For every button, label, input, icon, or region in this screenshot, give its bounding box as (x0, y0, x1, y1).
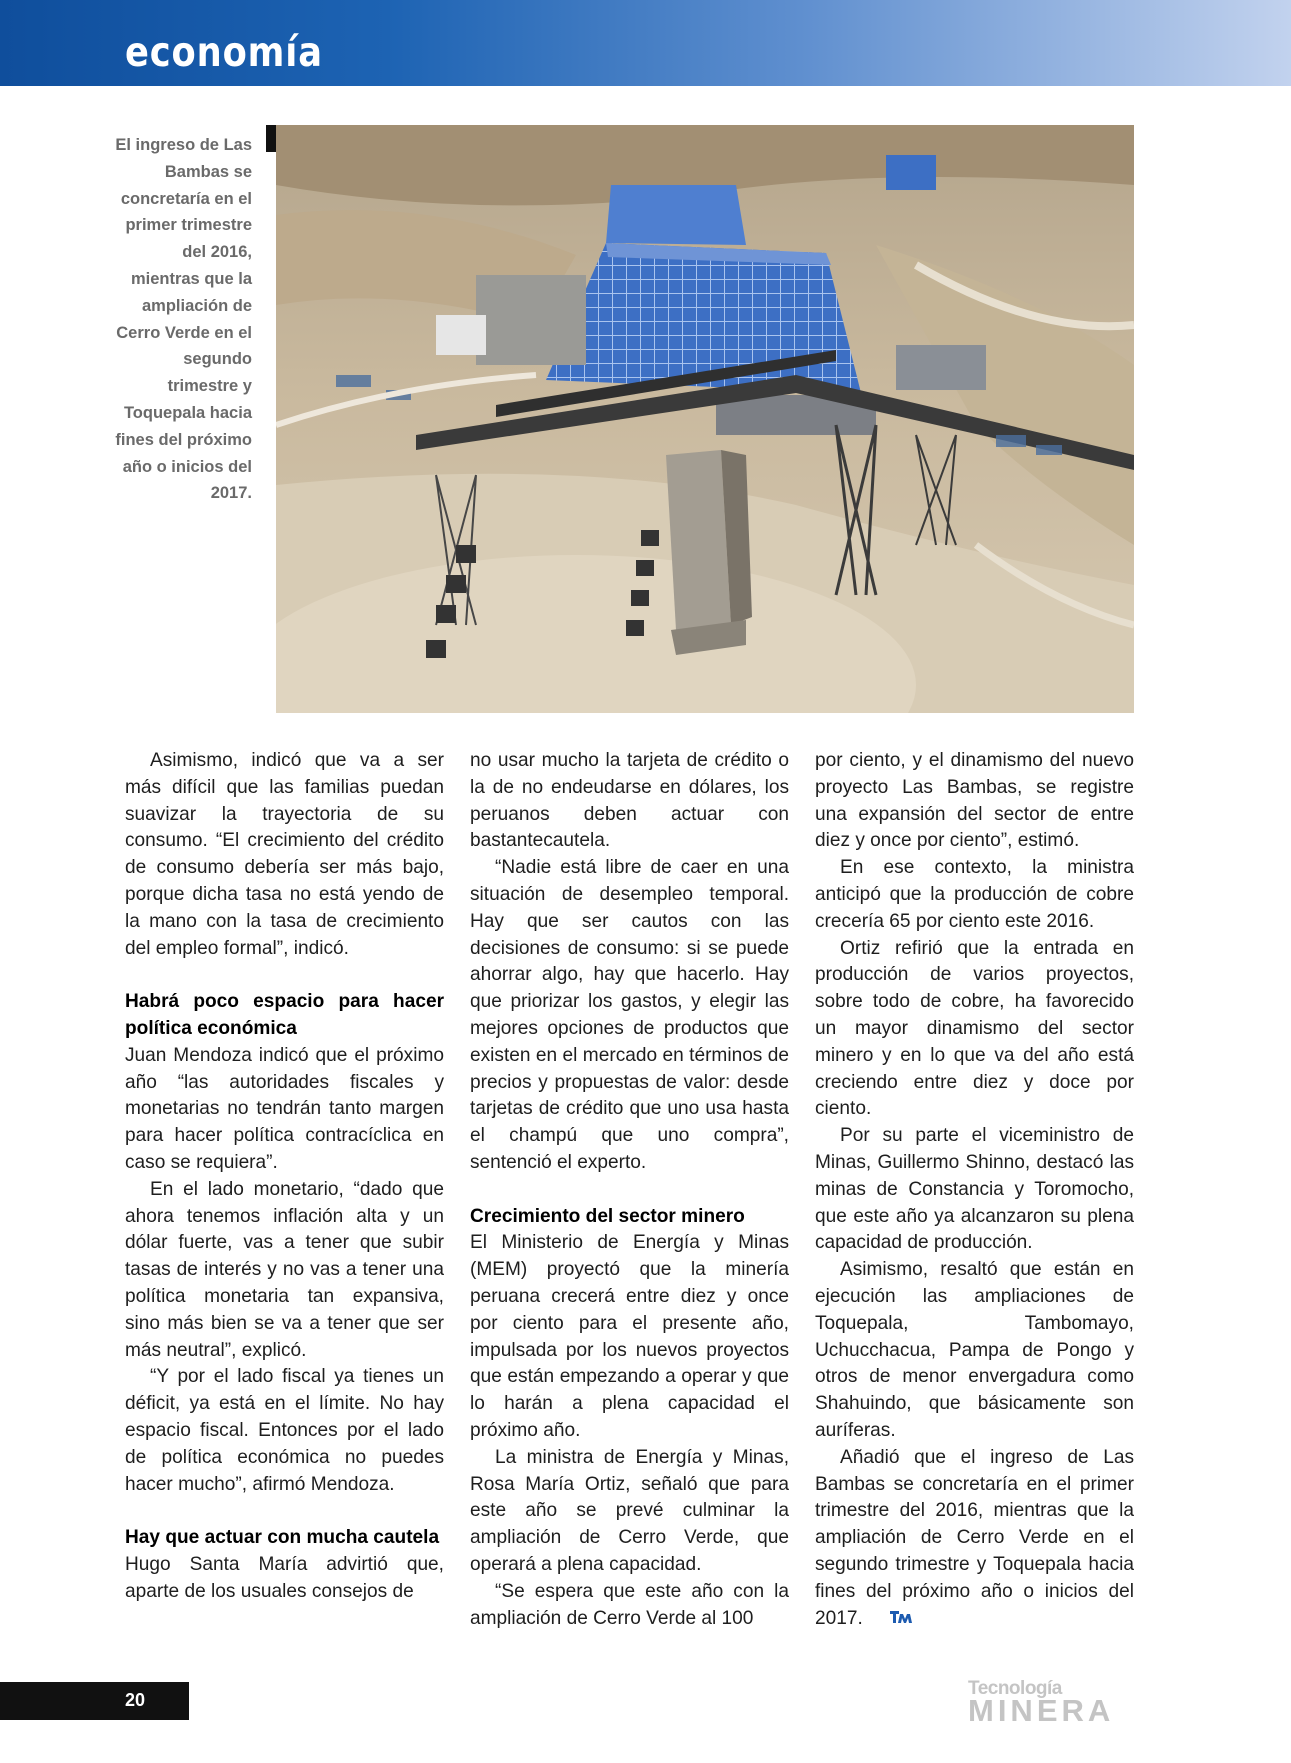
subheading: Habrá poco espacio para hacer política económica (125, 991, 444, 1039)
paragraph: Hugo Santa María advirtió que, aparte de los usuales consejos de (125, 1553, 444, 1602)
paragraph: La ministra de Energía y Minas, Rosa María Ortiz, señaló que para este año se prevé culminar la ampliación de Cerro Verde, que operará a plena capacidad. (470, 1446, 789, 1575)
subheading: Hay que actuar con mucha cautela (125, 1527, 440, 1549)
paragraph: no usar mucho la tarjeta de crédito o la de no endeudarse en dólares, los peruanos deben actuar con bastantecautela. (470, 750, 789, 852)
paragraph-final (815, 1445, 1134, 1633)
paragraph: En el lado monetario, “dado que ahora tenemos inflación alta y un dólar fuerte, vas a tener que subir tasas de interés y no vas a tener una política monetaria tan expansiva, sino más bien se va a tener que ser más neutral”, explicó. (125, 1178, 444, 1361)
subheading: Crecimiento del sector minero (470, 1205, 745, 1227)
magazine-logo (968, 1678, 1138, 1726)
section-header-bar (0, 0, 1291, 86)
paragraph: El Ministerio de Energía y Minas (MEM) proyectó que la minería peruana crecerá entre diez y once por ciento para el presente año, impulsada por los nuevos proyectos que están empezando a operar y que lo harán a plena capacidad el próximo año. (470, 1232, 789, 1441)
paragraph: Asimismo, resaltó que están en ejecución las ampliaciones de Toquepala, Tambomayo, Uchucchacua, Pampa de Pongo y otros de menor envergadura como Shahuindo, que básicamente son auríferas. (815, 1259, 1134, 1441)
page-number-bar (0, 1682, 189, 1720)
paragraph: En ese contexto, la ministra anticipó que la producción de cobre crecería 65 por ciento este 2016. (815, 857, 1134, 932)
logo-text-bottom: MINERA (968, 1693, 1115, 1728)
logo-text-top: Tecnología (968, 1678, 1062, 1699)
mine-photo (276, 125, 1134, 713)
section-title: economía (125, 28, 323, 76)
article-column-1 (125, 748, 444, 1606)
paragraph: Ortiz refirió que la entrada en producción de varios proyectos, sobre todo de cobre, ha favorecido un mayor dinamismo del sector minero y en lo que va del año está creciendo entre diez y doce por ciento. (815, 937, 1134, 1120)
article-column-2 (470, 748, 789, 1632)
photo-caption: El ingreso de Las Bambas se concretaría en el primer trimestre del 2016, mientras que la ampliación de Cerro Verde en el segundo trimestre y Toquepala hacia fines del próximo año o inicios del 2017. (115, 136, 252, 503)
caption-marker (266, 125, 276, 152)
paragraph: “Se espera que este año con la ampliación de Cerro Verde al 100 (470, 1580, 789, 1629)
paragraph: Asimismo, indicó que va a ser más difícil que las familias puedan suavizar la trayectoria de su consumo. “El crecimiento del crédito de consumo debería ser más bajo, porque dicha tasa no está yendo de la mano con la tasa de crecimiento del empleo formal”, indicó. (125, 750, 444, 959)
article-column-3 (815, 748, 1134, 1632)
paragraph: Juan Mendoza indicó que el próximo año “las autoridades fiscales y monetarias no tendrán tanto margen para hacer política contracíclica en caso se requiera”. (125, 1044, 444, 1173)
paragraph: Por su parte el viceministro de Minas, Guillermo Shinno, destacó las minas de Constancia y Toromocho, que este año ya alcanzaron su plena capacidad de producción. (815, 1125, 1134, 1254)
tm-logo-icon (865, 1606, 912, 1633)
page-number: 20 (125, 1690, 146, 1710)
paragraph: por ciento, y el dinamismo del nuevo proyecto Las Bambas, se registre una expansión del sector de entre diez y once por ciento”, estimó. (815, 750, 1134, 852)
paragraph: “Y por el lado fiscal ya tienes un déficit, ya está en el límite. No hay espacio fiscal. Entonces por el lado de política económica no puedes hacer mucho”, afirmó Mendoza. (125, 1366, 444, 1495)
paragraph: “Nadie está libre de caer en una situación de desempleo temporal. Hay que ser cautos con las decisiones de consumo: si se puede ahorrar algo, hay que hacerlo. Hay que priorizar los gastos, y elegir las mejores opciones de productos que existen en el mercado en términos de precios y propuestas de valor: desde tarjetas de crédito que uno usa hasta el champú que uno compra”, sentenció el experto. (470, 857, 789, 1173)
paragraph-text: Añadió que el ingreso de Las Bambas se concretaría en el primer trimestre del 2016, mientras que la ampliación de Cerro Verde en el segundo trimestre y Toquepala hacia fines del próximo año o inicios del 2017. (815, 1446, 1134, 1629)
